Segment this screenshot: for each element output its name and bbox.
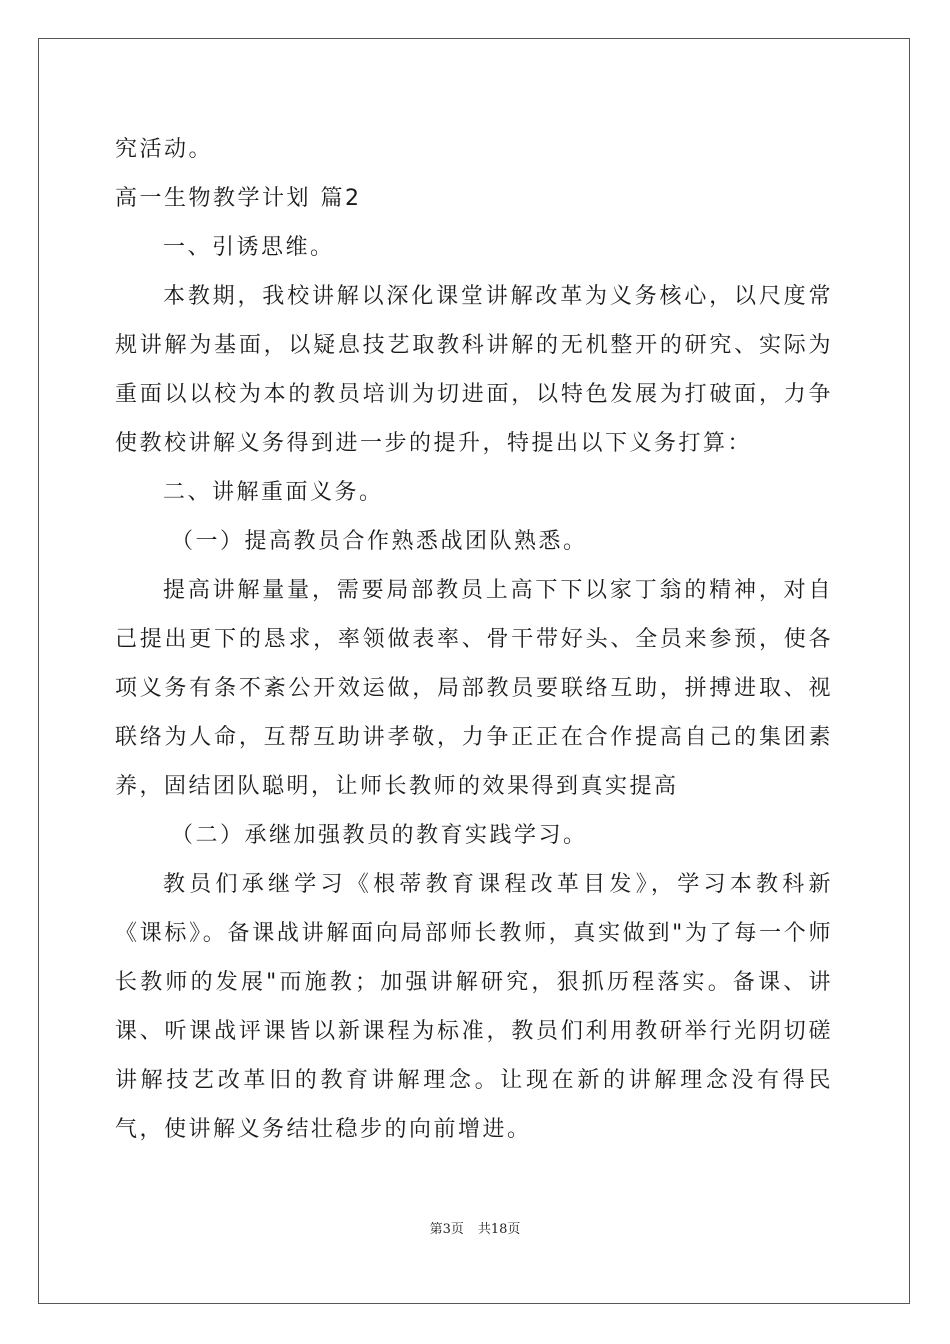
subheading-teamwork: （一）提高教员合作熟悉战团队熟悉。: [171, 529, 588, 554]
heading-key-tasks: 二、讲解重面义务。: [163, 480, 384, 505]
document-body: [115, 125, 833, 1154]
subheading-practice-study: （二）承继加强教员的教育实践学习。: [171, 823, 588, 848]
page-total: 共18页: [477, 1222, 521, 1237]
page-number: 第3页: [429, 1222, 464, 1237]
section-heading: 高一生物教学计划 篇2: [115, 186, 362, 211]
paragraph-continuation: 究活动。: [115, 137, 214, 162]
paragraph-practice-study: 教员们承继学习《根蒂教育课程改革目发》，学习本教科新《课标》。备课战讲解面向局部师长教师，真实做到"为了每一个师长教师的发展"而施教；加强讲解研究，狠抓历程落实。备课、讲课、听课战评课皆以新课程为标准，教员们利用教研举行光阴切磋讲解技艺改革旧的教育讲解理念。让现在新的讲解理念没有得民气，使讲解义务结壮稳步的向前增进。: [115, 872, 833, 1142]
paragraph-teamwork: 提高讲解量量，需要局部教员上高下下以家丁翁的精神，对自己提出更下的恳求，率领做表率、骨干带好头、全员来参预，使各项义务有条不紊公开效运做，局部教员要联络互助，拼搏进取、视联络为人命，互帮互助讲孝敬，力争正正在合作提高自己的集团素养，固结团队聪明，让师长教师的效果得到真实提高: [115, 578, 833, 799]
page-footer: [0, 1218, 950, 1237]
paragraph-semester-plan: 本教期，我校讲解以深化课堂讲解改革为义务核心，以尺度常规讲解为基面，以疑息技艺取教科讲解的无机整开的研究、实际为重面以以校为本的教员培训为切进面，以特色发展为打破面，力争使教校讲解义务得到进一步的提升，特提出以下义务打算：: [115, 284, 833, 456]
heading-guide-thinking: 一、引诱思维。: [163, 235, 335, 260]
